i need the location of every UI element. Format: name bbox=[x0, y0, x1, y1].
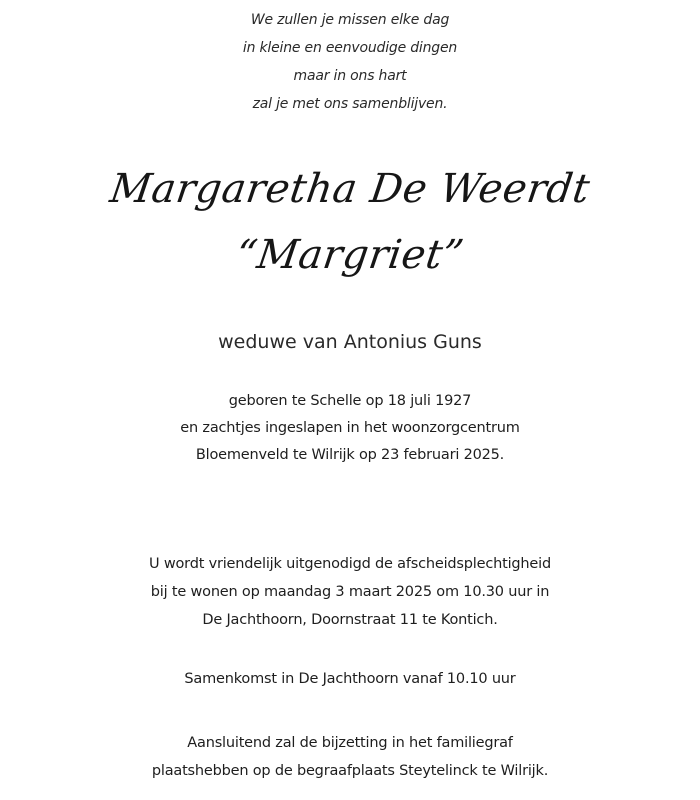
passing-line-2: Bloemenveld te Wilrijk op 23 februari 2025. bbox=[195, 447, 505, 463]
gathering-info: Samenkomst in De Jachthoorn vanaf 10.10 uur bbox=[184, 671, 516, 687]
poem-line-3: maar in ons hart bbox=[293, 68, 407, 84]
birth-line: geboren te Schelle op 18 juli 1927 bbox=[228, 393, 472, 409]
invitation-line-2: bij te wonen op maandag 3 maart 2025 om 10.30 uur in bbox=[150, 584, 550, 600]
invitation-line-3: De Jachthoorn, Doornstraat 11 te Kontich. bbox=[202, 612, 498, 628]
poem-line-1: We zullen je missen elke dag bbox=[250, 12, 450, 28]
burial-line-2: plaatshebben op de begraafplaats Steytelinck te Wilrijk. bbox=[151, 763, 549, 779]
poem-line-4: zal je met ons samenblijven. bbox=[252, 96, 448, 112]
burial-line-1: Aansluitend zal de bijzetting in het familiegraf bbox=[187, 735, 513, 751]
poem-line-2: in kleine en eenvoudige dingen bbox=[242, 40, 458, 56]
deceased-nickname: “Margriet” bbox=[233, 232, 467, 278]
passing-line-1: en zachtjes ingeslapen in het woonzorgcentrum bbox=[180, 420, 520, 436]
widow-of: weduwe van Antonius Guns bbox=[218, 331, 482, 353]
invitation-line-1: U wordt vriendelijk uitgenodigd de afscheidsplechtigheid bbox=[149, 556, 551, 572]
deceased-name: Margaretha De Weerdt bbox=[107, 166, 593, 212]
